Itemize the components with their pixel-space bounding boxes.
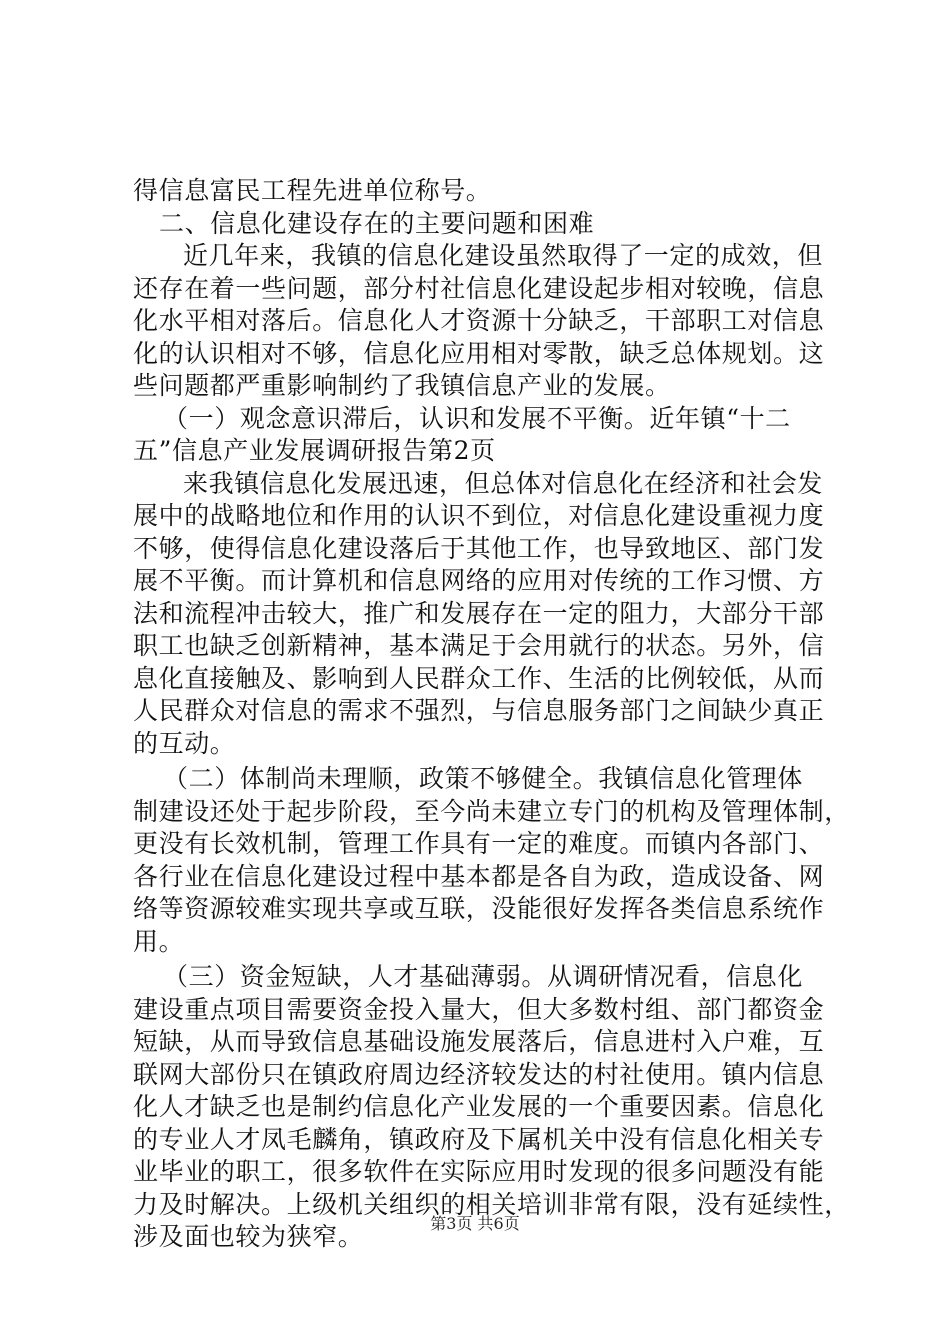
text-line: 化的认识相对不够，信息化应用相对零散，缺乏总体规划。这 xyxy=(133,338,825,368)
subsection-heading: （三）资金短缺，人才基础薄弱。从调研情况看，信息化 xyxy=(163,962,804,991)
subsection-heading: （一）观念意识滞后，认识和发展不平衡。近年镇“十二 xyxy=(163,403,791,433)
section-heading: 二、信息化建设存在的主要问题和困难 xyxy=(159,208,595,238)
text-line: 联网大部份只在镇政府周边经济较发达的村社使用。镇内信息 xyxy=(133,1059,825,1089)
text-line: 近几年来，我镇的信息化建设虽然取得了一定的成效，但 xyxy=(183,241,824,270)
text-line: 涉及面也较为狭窄。 xyxy=(133,1222,364,1251)
text-line: 些问题都严重影响制约了我镇信息产业的发展。 xyxy=(133,371,671,400)
subsection-heading: （二）体制尚未理顺，政策不够健全。我镇信息化管理体 xyxy=(163,764,804,793)
text-line: 业毕业的职工，很多软件在实际应用时发现的很多问题没有能 xyxy=(133,1157,825,1186)
text-line: 得信息富民工程先进单位称号。 xyxy=(133,176,492,205)
text-line: 五”信息产业发展调研报告第2页 xyxy=(133,436,496,465)
text-line: 各行业在信息化建设过程中基本都是各自为政，造成设备、网 xyxy=(133,861,825,891)
text-line: 的专业人才凤毛麟角，镇政府及下属机关中没有信息化相关专 xyxy=(133,1124,825,1154)
page-footer xyxy=(0,1214,950,1234)
text-line: 息化直接触及、影响到人民群众工作、生活的比例较低，从而 xyxy=(133,663,825,693)
text-line: 化人才缺乏也是制约信息化产业发展的一个重要因素。信息化 xyxy=(133,1092,825,1121)
text-line: 展中的战略地位和作用的认识不到位，对信息化建设重视力度 xyxy=(133,501,825,530)
text-line: 制建设还处于起步阶段，至今尚未建立专门的机构及管理体制， xyxy=(133,796,850,826)
text-line: 更没有长效机制，管理工作具有一定的难度。而镇内各部门、 xyxy=(133,829,825,858)
text-line: 用。 xyxy=(133,926,185,956)
text-line: 还存在着一些问题，部分村社信息化建设起步相对较晚，信息 xyxy=(133,273,825,303)
document-body xyxy=(133,175,850,1254)
text-line: 建设重点项目需要资金投入量大，但大多数村组、部门都资金 xyxy=(133,994,825,1024)
page-number: 第3页 共6页 xyxy=(430,1214,520,1233)
text-line: 人民群众对信息的需求不强烈，与信息服务部门之间缺少真正 xyxy=(133,696,825,725)
text-line: 来我镇信息化发展迅速，但总体对信息化在经济和社会发 xyxy=(183,468,824,498)
text-line: 的互动。 xyxy=(133,728,236,758)
text-line: 力及时解决。上级机关组织的相关培训非常有限，没有延续性， xyxy=(133,1189,850,1219)
text-line: 展不平衡。而计算机和信息网络的应用对传统的工作习惯、方 xyxy=(133,566,825,595)
text-line: 络等资源较难实现共享或互联，没能很好发挥各类信息系统作 xyxy=(133,894,825,923)
text-line: 法和流程冲击较大，推广和发展存在一定的阻力，大部分干部 xyxy=(133,598,825,628)
text-line: 短缺，从而导致信息基础设施发展落后，信息进村入户难，互 xyxy=(133,1027,825,1056)
text-line: 化水平相对落后。信息化人才资源十分缺乏，干部职工对信息 xyxy=(133,306,825,335)
text-line: 不够，使得信息化建设落后于其他工作，也导致地区、部门发 xyxy=(133,533,825,563)
text-line: 职工也缺乏创新精神，基本满足于会用就行的状态。另外，信 xyxy=(133,631,825,660)
